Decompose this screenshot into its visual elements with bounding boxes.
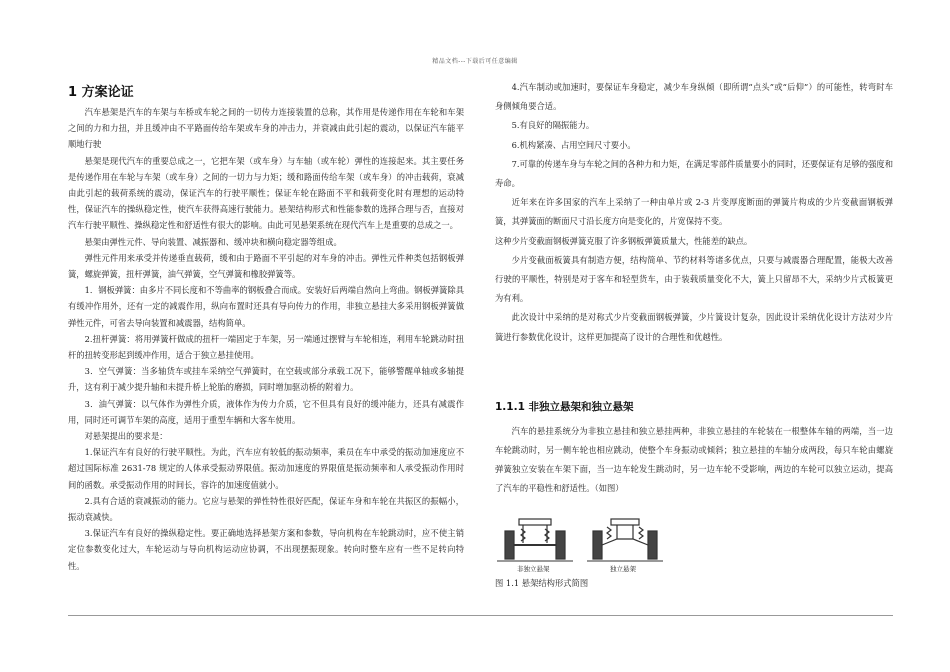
paragraph: 2.扭杆弹簧：将用弹簧杆做成的扭杆一端固定于车架，另一端通过摆臂与车轮相连，利用车轮跳动时扭杆的扭转变形起到缓冲作用，适合于独立悬挂使用。 <box>68 333 464 361</box>
paragraph: 1．钢板弹簧：由多片不同长度和不等曲率的钢板叠合而成。安装好后两端自然向上弯曲。钢板弹簧除具有缓冲作用外，还有一定的减震作用，纵向布置时还具有导向传力的作用，非独立悬挂大多采用钢板弹簧做弹性元件，可省去导向装置和减震器，结构简单。 <box>68 285 464 328</box>
requirement-item: 6.机构紧凑、占用空间尺寸要小。 <box>511 139 636 150</box>
requirement-item: 1.保证汽车有良好的行驶平顺性。为此，汽车应有较低的振动频率，乘员在车中承受的振动加速度应不超过国际标准 2631-78 规定的人体承受振动界限值。振动加速度的界限值是振动频率和人承受振动作用时间的函数。承受振动作用的时间长，容许的加速度值就小。 <box>68 447 464 490</box>
footer-divider <box>68 615 893 616</box>
paragraph: 汽车悬架是汽车的车架与车桥或车轮之间的一切传力连接装置的总称，其作用是传递作用在车轮和车架之间的力和力扭，并且缓冲由不平路面传给车架或车身的冲击力，并衰减由此引起的震动，以保证汽车能平顺地行驶 <box>68 107 464 150</box>
right-column <box>495 78 893 589</box>
left-column <box>68 78 464 574</box>
requirement-item: 4.汽车制动或加速时，要保证车身稳定，减少车身纵倾（即所谓“点头”或“后仰”）的可能性，转弯时车身侧倾角要合适。 <box>495 82 893 112</box>
paragraph: 3．空气弹簧：当多轴货车或挂车采纳空气弹簧时，在空载或部分承载工况下，能够警醒单轴或多轴提升，这有利于减少提升轴和未提升桥上轮胎的磨损，同时增加驱动桥的附着力。 <box>68 366 464 393</box>
requirement-item: 2.具有合适的衰减振动的能力。它应与悬架的弹性特性很好匹配，保证车身和车轮在共振区的振幅小，振动衰减快。 <box>68 495 464 523</box>
paragraph: 对悬架提出的要求是： <box>84 431 168 442</box>
page-header: 精品文档---下载后可任意编辑 <box>432 58 518 65</box>
paragraph: 此次设计中采纳的是对称式少片变截面钢板弹簧，少片簧设计复杂，因此设计采纳优化设计方法对少片簧进行参数优化设计，这样更加提高了设计的合理性和优越性。 <box>495 312 893 342</box>
paragraph: 弹性元件用来承受并传递垂直载荷，缓和由于路面不平引起的对车身的冲击。弹性元件种类包括钢板弹簧，螺旋弹簧，扭杆弹簧，油气弹簧，空气弹簧和橡胶弹簧等。 <box>68 252 464 280</box>
label-dependent: 非独立悬架 <box>517 564 550 573</box>
paragraph: 悬架由弹性元件、导向装置、减振器和、缓冲块和横向稳定器等组成。 <box>84 236 342 247</box>
paragraph: 悬架是现代汽车的重要总成之一，它把车架（或车身）与车轴（或车轮）弹性的连接起来。其主要任务是传递作用在车轮与车架（或车身）之间的一切力与力矩；缓和路面传给车架（或车身）的冲击载荷，衰减由此引起的载荷系统的震动，保证汽车的行驶平顺性；保证车轮在路面不平和载荷变化时有理想的运动特性，保证汽车的操纵稳定性，使汽车获得高速行驶能力。悬架结构形式和性能参数的选择合理与否，直接对汽车行驶平顺性、操纵稳定性和舒适性有很大的影响。由此可见悬架系统在现代汽车上是重要的总成之一。 <box>68 155 464 231</box>
paragraph: 汽车的悬挂系统分为非独立悬挂和独立悬挂两种，非独立悬挂的车轮装在一根整体车轴的两端，当一边车轮跳动时，另一侧车轮也相应跳动，使整个车身振动或倾斜；独立悬挂的车轴分成两段，每只车轮由螺旋弹簧独立安装在车架下面，当一边车轮发生跳动时，另一边车轮不受影响，两边的车轮可以独立运动，提高了汽车的平稳性和舒适性。（如图） <box>495 425 893 494</box>
paragraph: 少片变截面板簧具有制造方便，结构简单、节约材料等诸多优点，只要与减震器合理配置，能极大改善行驶的平顺性，特别是对于客车和轻型货车，由于装载质量变化不大，簧上只留昂不大，采纳少片式板簧更为有利。 <box>495 254 893 304</box>
requirement-item: 7.可靠的传递车身与车轮之间的各种力和力矩，在满足零部件质量要小的同时，还要保证有足够的强度和寿命。 <box>495 158 893 189</box>
requirement-item: 5.有良好的隔振能力。 <box>511 120 595 131</box>
suspension-figure <box>495 505 670 573</box>
paragraph: 3．油气弹簧：以气体作为弹性介质，液体作为传力介质，它不但具有良好的缓冲能力，还具有减震作用，同时还可调节车架的高度，适用于重型车辆和大客车使用。 <box>68 398 464 425</box>
paragraph: 这种少片变截面钢板弹簧克服了许多钢板弹簧质量大，性能差的缺点。 <box>495 235 753 246</box>
subsection-title: 1.1.1 非独立悬架和独立悬架 <box>495 400 634 413</box>
label-independent: 独立悬架 <box>610 564 636 573</box>
suspension-diagram-image <box>495 505 665 573</box>
figure-caption: 图 1.1 悬架结构形式简图 <box>495 577 589 588</box>
requirement-item: 3.保证汽车有良好的操纵稳定性。要正确地选择悬架方案和参数，导向机构在车轮跳动时，应不使主销定位参数变化过大，车轮运动与导向机构运动应协调，不出现摆振现象。转向时整车应有一些不足转向特性。 <box>68 528 464 571</box>
section-title-main: 1 方案论证 <box>68 85 134 100</box>
paragraph: 近年来在许多国家的汽车上采纳了一种由单片或 2-3 片变厚度断面的弹簧片构成的少片变截面钢板弹簧，其弹簧面的断面尺寸沿长度方向是变化的，片宽保持不变。 <box>495 197 893 227</box>
